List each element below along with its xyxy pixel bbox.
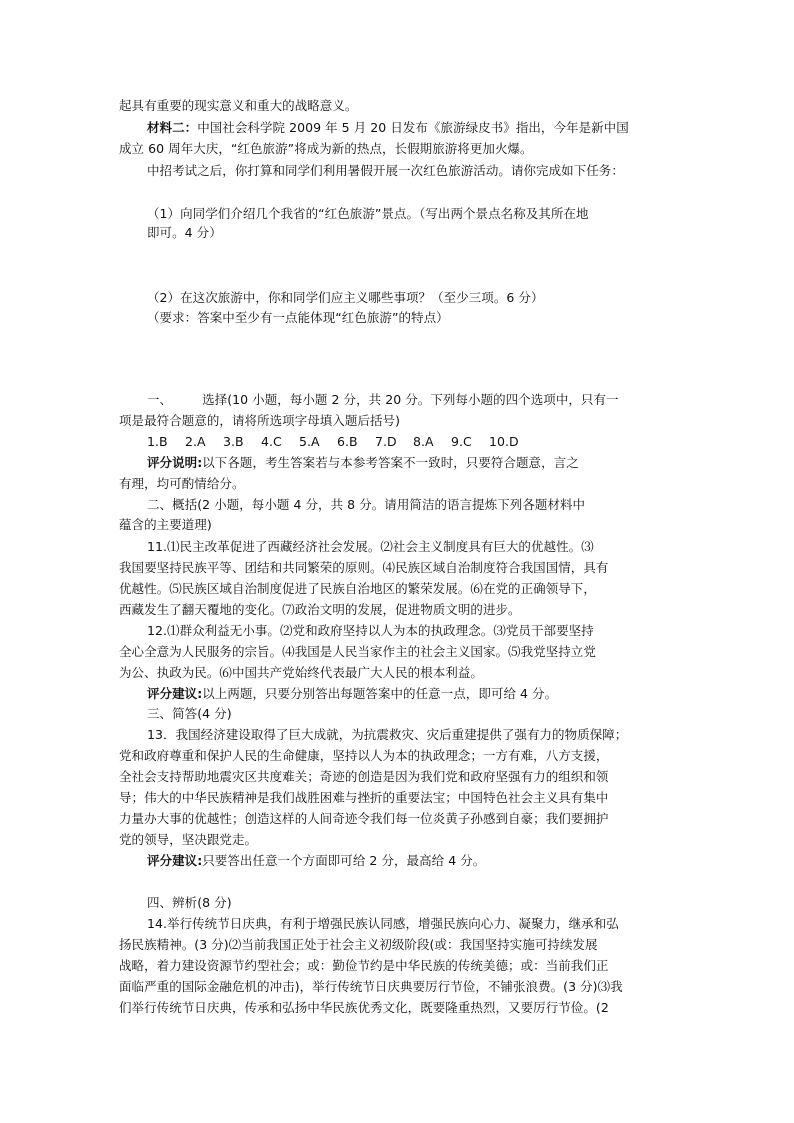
scoring-note-label: 评分说明: <box>147 455 203 470</box>
section3-title: 三、简答(4 分) <box>147 706 232 721</box>
section1-title-text: 选择(10 小题，每小题 2 分，共 20 分。下列每小题的四个选项中，只有一 <box>202 392 619 407</box>
q14-line: 扬民族精神。(3 分)⑵当前我国正处于社会主义初级阶段(或：我国坚持实施可持续发展 <box>119 937 598 952</box>
section3-suggestion-label: 评分建议: <box>147 853 203 868</box>
section2-title-line-1: 二、概括(2 小题，每小题 4 分，共 8 分。请用简洁的语言提炼下列各题材料中 <box>147 497 586 512</box>
q11-line: 优越性。⑸民族区域自治制度促进了民族自治地区的繁荣发展。⑹在党的正确领导下， <box>119 581 596 596</box>
scoring-note-line-2: 有理，均可酌情给分。 <box>119 476 245 491</box>
q14-line: 14.举行传统节日庆典，有利于增强民族认同感，增强民族向心力、凝聚力，继承和弘 <box>147 916 619 931</box>
q14-line: 面临严重的国际金融危机的冲击)，举行传统节日庆典要厉行节俭，不铺张浪费。(3 分)⑶我 <box>119 979 623 994</box>
material2-text-1: 中国社会科学院 2009 年 5 月 20 日发布《旅游绿皮书》指出，今年是新中国 <box>197 120 629 135</box>
q11-line: 我国要坚持民族平等、团结和共同繁荣的原则。⑷民族区域自治制度符合我国国情，具有 <box>119 560 609 575</box>
q14-line: 战略，着力建设资源节约型社会；或：勤俭节约是中华民族的传统美德；或：当前我们正 <box>119 958 609 973</box>
answer-item: 10.D <box>489 434 519 449</box>
answer-item: 8.A <box>413 434 434 449</box>
q12-line: 12.⑴群众利益无小事。⑵党和政府坚持以人为本的执政理念。⑶党员干部要坚持 <box>147 623 594 638</box>
material2-line-1 <box>147 120 629 136</box>
q13-line: 全社会支持帮助地震灾区共度难关；奇迹的创造是因为我们党和政府坚强有力的组织和领 <box>119 769 609 784</box>
section3-suggestion-line <box>147 853 485 869</box>
q13-line: 导；伟大的中华民族精神是我们战胜困难与挫折的重要法宝；中国特色社会主义具有集中 <box>119 790 609 805</box>
scoring-note-line-1 <box>147 455 579 471</box>
material2-label: 材料二： <box>147 120 198 135</box>
section1-answer-row <box>147 434 519 450</box>
scoring-note-text-1: 以下各题，考生答案若与本参考答案不一致时，只要符合题意，言之 <box>202 455 579 470</box>
answer-item: 6.B <box>337 434 358 449</box>
answer-item: 2.A <box>185 434 206 449</box>
answer-item: 1.B <box>147 434 168 449</box>
scenario-line: 中招考试之后，你打算和同学们利用暑假开展一次红色旅游活动。请你完成如下任务： <box>147 163 624 178</box>
task1-line-1: （1）向同学们介绍几个我省的“红色旅游”景点。（写出两个景点名称及其所在地 <box>147 206 589 221</box>
section2-suggestion-label: 评分建议: <box>147 686 203 701</box>
section4-title: 四、辨析(8 分) <box>147 895 232 910</box>
task2-line-2: （要求：答案中至少有一点能体现“红色旅游”的特点） <box>147 310 449 325</box>
answer-item: 3.B <box>223 434 244 449</box>
q13-line: 党的领导，坚决跟党走。 <box>119 832 258 847</box>
section2-title-line-2: 蕴含的主要道理) <box>119 517 212 532</box>
q13-line: 13．我国经济建设取得了巨大成就，为抗震救灾、灾后重建提供了强有力的物质保障； <box>147 727 628 742</box>
section3-suggestion-text: 只要答出任意一个方面即可给 2 分，最高给 4 分。 <box>202 853 486 868</box>
q12-line: 全心全意为人民服务的宗旨。⑷我国是人民当家作主的社会主义国家。⑸我党坚持立党 <box>119 644 596 659</box>
q14-line: 们举行传统节日庆典，传承和弘扬中华民族优秀文化，既要隆重热烈，又要厉行节俭。(2 <box>119 1000 609 1015</box>
q13-line: 党和政府尊重和保护人民的生命健康，坚持以人为本的执政理念；一方有难，八方支援， <box>119 748 609 763</box>
answer-item: 4.C <box>261 434 282 449</box>
task2-line-1: （2）在这次旅游中，你和同学们应主义哪些事项？（至少三项。6 分） <box>147 290 544 305</box>
intro-tail-line: 起具有重要的现实意义和重大的战略意义。 <box>119 98 358 113</box>
q11-line: 11.⑴民主改革促进了西藏经济社会发展。⑵社会主义制度具有巨大的优越性。⑶ <box>147 539 594 554</box>
answer-item: 7.D <box>375 434 397 449</box>
q12-line: 为公、执政为民。⑹中国共产党始终代表最广大人民的根本利益。 <box>119 665 483 680</box>
task1-line-2: 即可。4 分） <box>147 225 222 240</box>
q11-line: 西藏发生了翻天覆地的变化。⑺政治文明的发展，促进物质文明的进步。 <box>119 602 521 617</box>
material2-line-2: 成立 60 周年大庆，“红色旅游”将成为新的热点，长假期旅游将更加火爆。 <box>119 141 533 156</box>
section2-suggestion-line <box>147 686 557 702</box>
q13-line: 力量办大事的优越性；创造这样的人间奇迹令我们每一位炎黄子孙感到自豪；我们要拥护 <box>119 811 609 826</box>
section1-title-line-2: 项是最符合题意的，请将所选项字母填入题后括号) <box>119 413 401 428</box>
answer-item: 9.C <box>451 434 472 449</box>
section1-number: 一、 <box>147 392 173 407</box>
section1-title-line-1 <box>147 392 619 408</box>
section2-suggestion-text: 以上两题，只要分别答出每题答案中的任意一点，即可给 4 分。 <box>202 686 558 701</box>
answer-item: 5.A <box>299 434 320 449</box>
